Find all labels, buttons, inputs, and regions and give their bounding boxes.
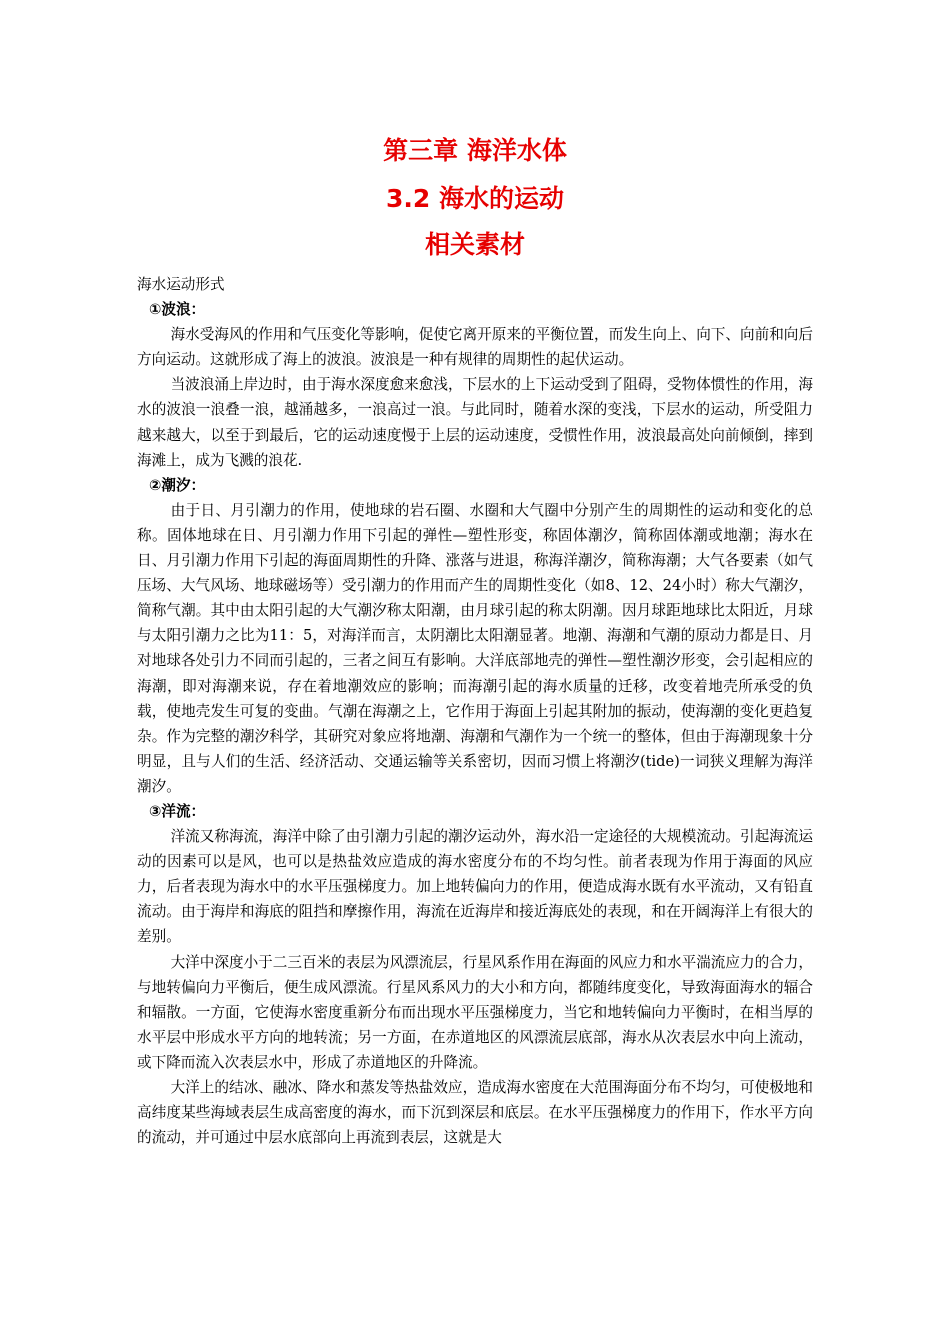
paragraph: 洋流又称海流，海洋中除了由引潮力引起的潮汐运动外，海水沿一定途径的大规模流动。引起海流运动的因素可以是风，也可以是热盐效应造成的海水密度分布的不均匀性。前者表现为作用于海面的风应力，后者表现为海水中的水平压强梯度力。加上地转偏向力的作用，便造成海水既有水平流动，又有铅直流动。由于海岸和海底的阻挡和摩擦作用，海流在近海岸和接近海底处的表现，和在开阔海洋上有很大的差别。 [137,828,813,946]
intro-line: 海水运动形式 [137,276,225,293]
paragraph: 大洋上的结冰、融冰、降水和蒸发等热盐效应，造成海水密度在大范围海面分布不均匀，可使极地和高纬度某些海域表层生成高密度的海水，而下沉到深层和底层。在水平压强梯度力的作用下，作水平方向的流动，并可通过中层水底部向上再流到表层，这就是大 [137,1079,813,1147]
section-title: 3.2 海水的运动 [386,184,564,213]
section-waves [137,297,813,473]
section-heading-currents: ③洋流： [149,802,206,820]
document-body [137,272,813,1150]
paragraph: 由于日、月引潮力的作用，使地球的岩石圈、水圈和大气圈中分别产生的周期性的运动和变化的总称。固体地球在日、月引潮力作用下引起的弹性—塑性形变，称固体潮汐，简称固体潮或地潮；海水在日、月引潮力作用下引起的海面周期性的升降、涨落与进退，称海洋潮汐，简称海潮；大气各要素（如气压场、大气风场、地球磁场等）受引潮力的作用而产生的周期性变化（如8、12、24小时）称大气潮汐，简称气潮。其中由太阳引起的大气潮汐称太阳潮，由月球引起的称太阴潮。因月球距地球比太阳近，月球与太阳引潮力之比为11：5，对海洋而言，太阴潮比太阳潮显著。地潮、海潮和气潮的原动力都是日、月对地球各处引力不同而引起的，三者之间互有影响。大洋底部地壳的弹性—塑性潮汐形变，会引起相应的海潮，即对海潮来说，存在着地潮效应的影响；而海潮引起的海水质量的迁移，改变着地壳所承受的负载，使地壳发生可复的变曲。气潮在海潮之上，它作用于海面上引起其附加的振动，使海潮的变化更趋复杂。作为完整的潮汐科学，其研究对象应将地潮、海潮和气潮作为一个统一的整体，但由于海潮现象十分明显，且与人们的生活、经济活动、交通运输等关系密切，因而习惯上将潮汐(tide)一词狭义理解为海洋潮汐。 [137,501,813,795]
paragraph: 海水受海风的作用和气压变化等影响，促使它离开原来的平衡位置，而发生向上、向下、向前和向后方向运动。这就形成了海上的波浪。波浪是一种有规律的周期性的起伏运动。 [137,326,813,369]
chapter-title: 第三章 海洋水体 [383,136,567,165]
section-currents [137,799,813,1150]
paragraph: 当波浪涌上岸边时，由于海水深度愈来愈浅，下层水的上下运动受到了阻碍，受物体惯性的作用，海水的波浪一浪叠一浪，越涌越多，一浪高过一浪。与此同时，随着水深的变浅，下层水的运动，所受阻力越来越大，以至于到最后，它的运动速度慢于上层的运动速度，受惯性作用，波浪最高处向前倾倒，摔到海滩上，成为飞溅的浪花. [137,376,813,469]
section-heading-tides: ②潮汐： [149,476,206,494]
section-heading-waves: ①波浪： [149,301,206,319]
paragraph: 大洋中深度小于二三百米的表层为风漂流层，行星风系作用在海面的风应力和水平湍流应力的合力，与地转偏向力平衡后，便生成风漂流。行星风系风力的大小和方向，都随纬度变化，导致海面海水的辐合和辐散。一方面，它使海水密度重新分布而出现水平压强梯度力，当它和地转偏向力平衡时，在相当厚的水平层中形成水平方向的地转流；另一方面，在赤道地区的风漂流层底部，海水从次表层水中向上流动，或下降而流入次表层水中，形成了赤道地区的升降流。 [137,953,813,1071]
section-tides [137,473,813,799]
sub-title: 相关素材 [424,230,525,259]
title-block [0,130,950,260]
